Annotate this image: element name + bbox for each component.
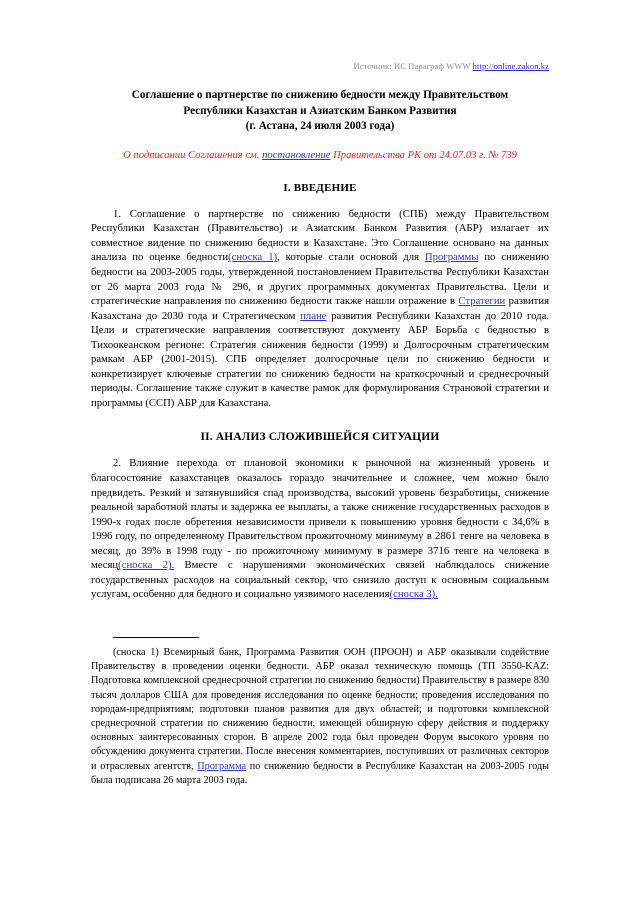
signing-note-prefix: О подписании Соглашения см. (123, 149, 263, 161)
footnote-1-text-b: по снижению бедности в Республике Казахстан на 2003-2005 годы была подписана 26 марта 2003 года. (91, 760, 549, 786)
paragraph-1-text-b: , которые стали основой для (277, 251, 425, 264)
page-title (91, 88, 549, 135)
source-label: Источник: ИС Параграф WWW (353, 61, 473, 71)
signing-note (91, 149, 549, 163)
footnote-3-link[interactable]: (сноска 3). (389, 588, 438, 601)
programme-link[interactable]: Программы (424, 251, 479, 264)
section-heading-introduction: I. ВВЕДЕНИЕ (283, 181, 357, 194)
paragraph-2 (91, 456, 549, 601)
paragraph-1-text-e: развития Республики Казахстан до 2010 года. Цели и стратегические направления соответствуют документу АБР Борьба с бедностью в Тихоокеанском регионе: Стратегия снижения бедности (1999) и Долгосрочным стратегическим рамкам АБР (2001-2015). СПБ определяет долгосрочные цели по снижению бедности и конкретизирует ключевые стратегии по снижению бедности на краткосрочный и среднесрочный периоды. Соглашение также служит в качестве рамок для формулирования Страновой стратегии и программы (ССП) АБР для Казахстана. (91, 309, 549, 409)
plan-link[interactable]: плане (300, 309, 327, 322)
footnote-2-link[interactable]: (сноска 2). (118, 559, 175, 572)
source-attribution (91, 61, 549, 71)
footnote-1-link[interactable]: (сноска 1) (228, 251, 278, 264)
signing-note-suffix: Правительства РК от 24.07.03 г. № 739 (330, 149, 517, 161)
title-line-2: Республики Казахстан и Азиатским Банком Развития (183, 104, 457, 117)
document-content (91, 0, 549, 788)
title-line-1: Соглашение о партнерстве по снижению бедности между Правительством (131, 89, 509, 101)
paragraph-2-text-a: 2. Влияние перехода от плановой экономики к рыночной на жизненный уровень и благосостояние казахстанцев оказалось гораздо значительнее и сложнее, чем можно было предвидеть. Резкий и затянувшийся спад производства, высокий уровень безработицы, снижение реальной заработной платы и задержка ее выплаты, а также снижение государственных расходов в 1990-х годах после обретения независимости привели к повышению уровня бедности с 34,6% в 1996 году, по определенному Правительством прожиточному минимуму в 2861 тенге на человека в месяц, до 39% в 1998 году - по прожиточному минимуму в размере 3716 тенге на человека в месяц (91, 457, 549, 572)
decree-link[interactable]: постановление (262, 149, 331, 161)
source-url-link[interactable]: http://online.zakon.kz (472, 61, 549, 71)
paragraph-2-text-b: Вместе с нарушениями экономических связей наблюдалось снижение государственных расходов на социальный сектор, что снизило доступ к основным социальным услугам, особенно для бедного и социально уязвимого населения (91, 559, 550, 601)
footnote-programme-link[interactable]: Программа (197, 760, 246, 772)
section-heading-analysis: II. АНАЛИЗ СЛОЖИВШЕЙСЯ СИТУАЦИИ (200, 431, 440, 444)
paragraph-1-text-c: по снижению бедности на 2003-2005 годы, утвержденной постановлением Правительства Республики Казахстан от 26 марта 2003 года № 296, и других программных документах Правительства. Цели и стратегические направления по снижению бедности также нашли отражение в (91, 251, 549, 308)
paragraph-1-text-d: развития Казахстана до 2030 года и Стратегическом (91, 295, 549, 322)
paragraph-1 (91, 207, 549, 411)
strategy-link[interactable]: Стратегии (458, 295, 506, 308)
footnote-separator (113, 637, 199, 638)
title-line-3: (г. Астана, 24 июля 2003 года) (245, 120, 395, 133)
footnote-1-text-a: (сноска 1) Всемирный банк, Программа Развития ООН (ПРООН) и АБР оказывали содействие Правительству в проведении оценки бедности. АБР оказал техническую помощь (ТП 3550-KAZ: Подготовка комплексной среднесрочной стратегии по снижению бедности) Правительству в размере 830 тысяч долларов США для проведения исследования по оценке бедности; проведения исследования по городам-предприятиям; подготовки планов развития для двух областей; и подготовки комплексной среднесрочной стратегии по снижению бедности, имеющей обширную сферу действия и поддержку основных заинтересованных сторон. В апреле 2002 года был проведен Форум высокого уровня по обсуждению документа стратегии. После внесения комментариев, поступивших от различных секторов и отраслевых агентств, (91, 646, 549, 772)
paragraph-1-text-a: 1. Соглашение о партнерстве по снижению бедности (СПБ) между Правительством Республики Казахстан (Правительство) и Азиатским Банком Развития (АБР) излагает их совместное видение по снижению бедности в Казахстане. Это Соглашение основано на данных анализа по оценке бедности (91, 207, 549, 264)
footnote-1 (91, 646, 549, 788)
